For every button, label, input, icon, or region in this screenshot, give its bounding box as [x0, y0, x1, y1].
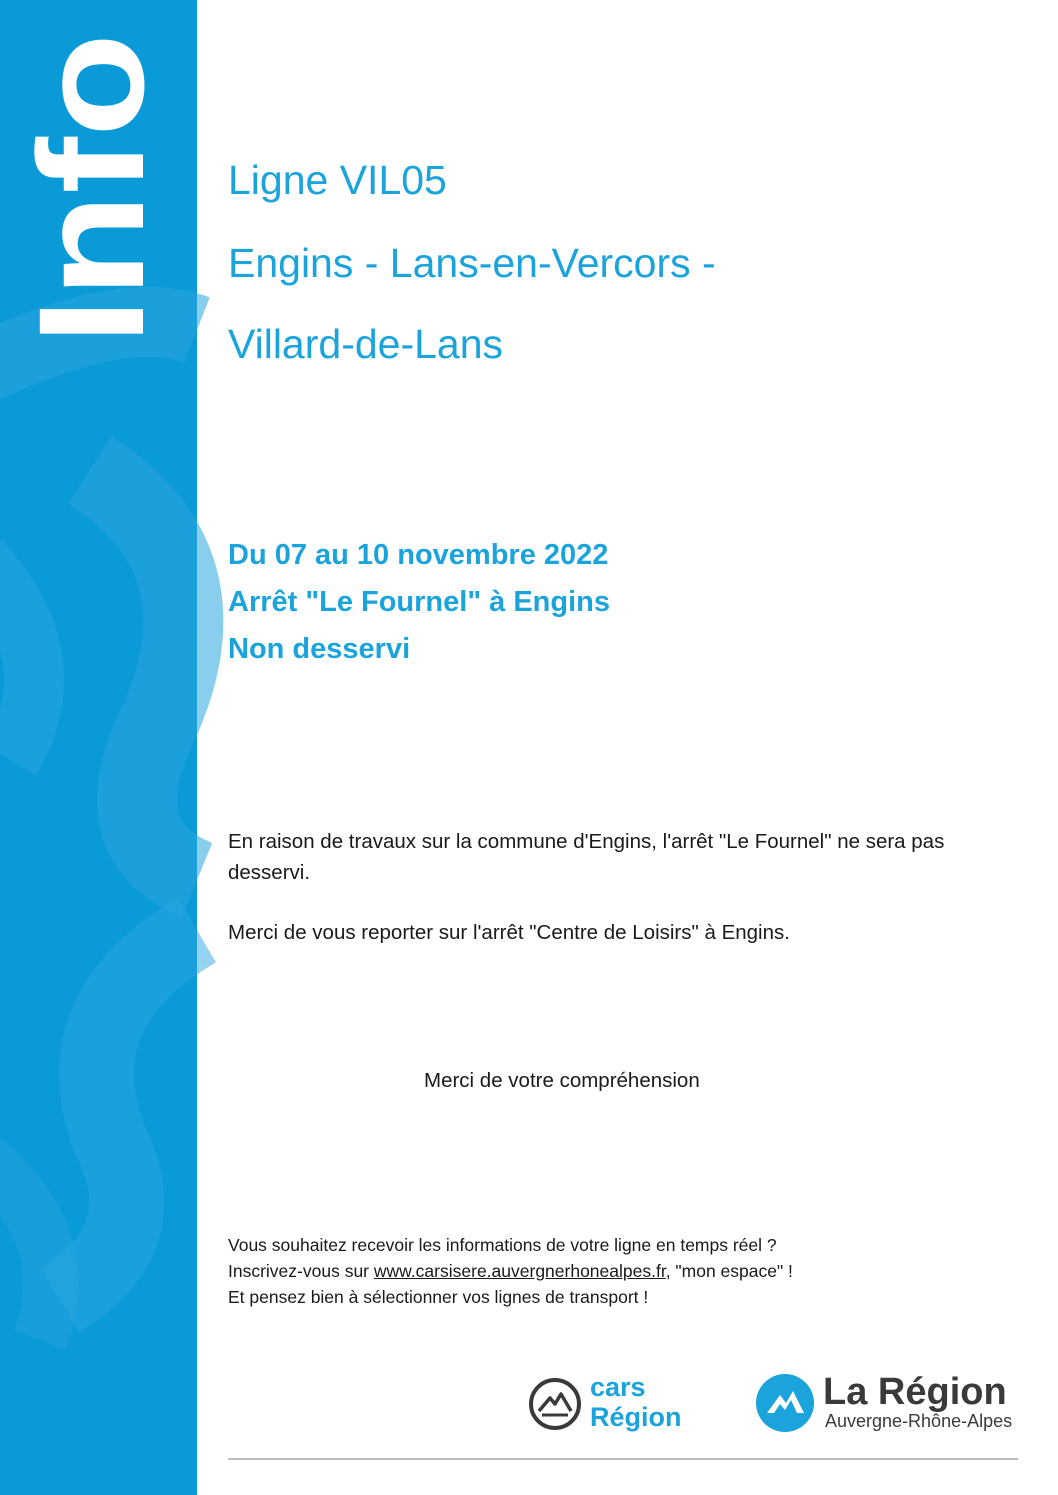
la-region-logo	[755, 1370, 1035, 1440]
footer-divider	[228, 1458, 1018, 1460]
body-paragraph-alternative-stop: Merci de vous reporter sur l'arrêt "Centre de Loisirs" à Engins.	[228, 921, 790, 944]
notice-dates: Du 07 au 10 novembre 2022	[228, 539, 609, 571]
cars-word: cars	[590, 1372, 646, 1402]
mountain-circle-outline-icon	[528, 1377, 582, 1431]
info-label-text: Info	[7, 70, 175, 345]
footer-line2-prefix: Inscrivez-vous sur	[228, 1261, 374, 1281]
route-title-line1: Engins - Lans-en-Vercors -	[228, 240, 716, 286]
line-title: Ligne VIL05	[228, 157, 447, 203]
thanks-message: Merci de votre compréhension	[424, 1069, 700, 1092]
footer-line2	[228, 1258, 793, 1284]
notice-stop: Arrêt "Le Fournel" à Engins	[228, 586, 610, 618]
region-word: Région	[590, 1402, 682, 1432]
route-title-line2: Villard-de-Lans	[228, 321, 504, 367]
mountain-circle-filled-icon	[755, 1373, 815, 1433]
la-region-name: La Région	[823, 1371, 1007, 1413]
cars-region-wordmark	[590, 1372, 682, 1432]
body-paragraph-works: En raison de travaux sur la commune d'Engins, l'arrêt "Le Fournel" ne sera pas desservi.	[228, 830, 945, 884]
footer-info	[228, 1232, 793, 1310]
footer-line3: Et pensez bien à sélectionner vos lignes de transport !	[228, 1287, 649, 1307]
footer-line2-suffix: , "mon espace" !	[665, 1261, 793, 1281]
footer-line1: Vous souhaitez recevoir les informations de votre ligne en temps réel ?	[228, 1235, 777, 1255]
cars-region-logo	[528, 1372, 713, 1436]
info-vertical-label	[7, 30, 175, 350]
notice-status: Non desservi	[228, 633, 411, 665]
la-region-subtitle: Auvergne-Rhône-Alpes	[825, 1411, 1013, 1431]
blue-side-banner	[0, 0, 197, 1495]
website-link[interactable]: www.carsisere.auvergnerhonealpes.fr	[373, 1261, 666, 1281]
